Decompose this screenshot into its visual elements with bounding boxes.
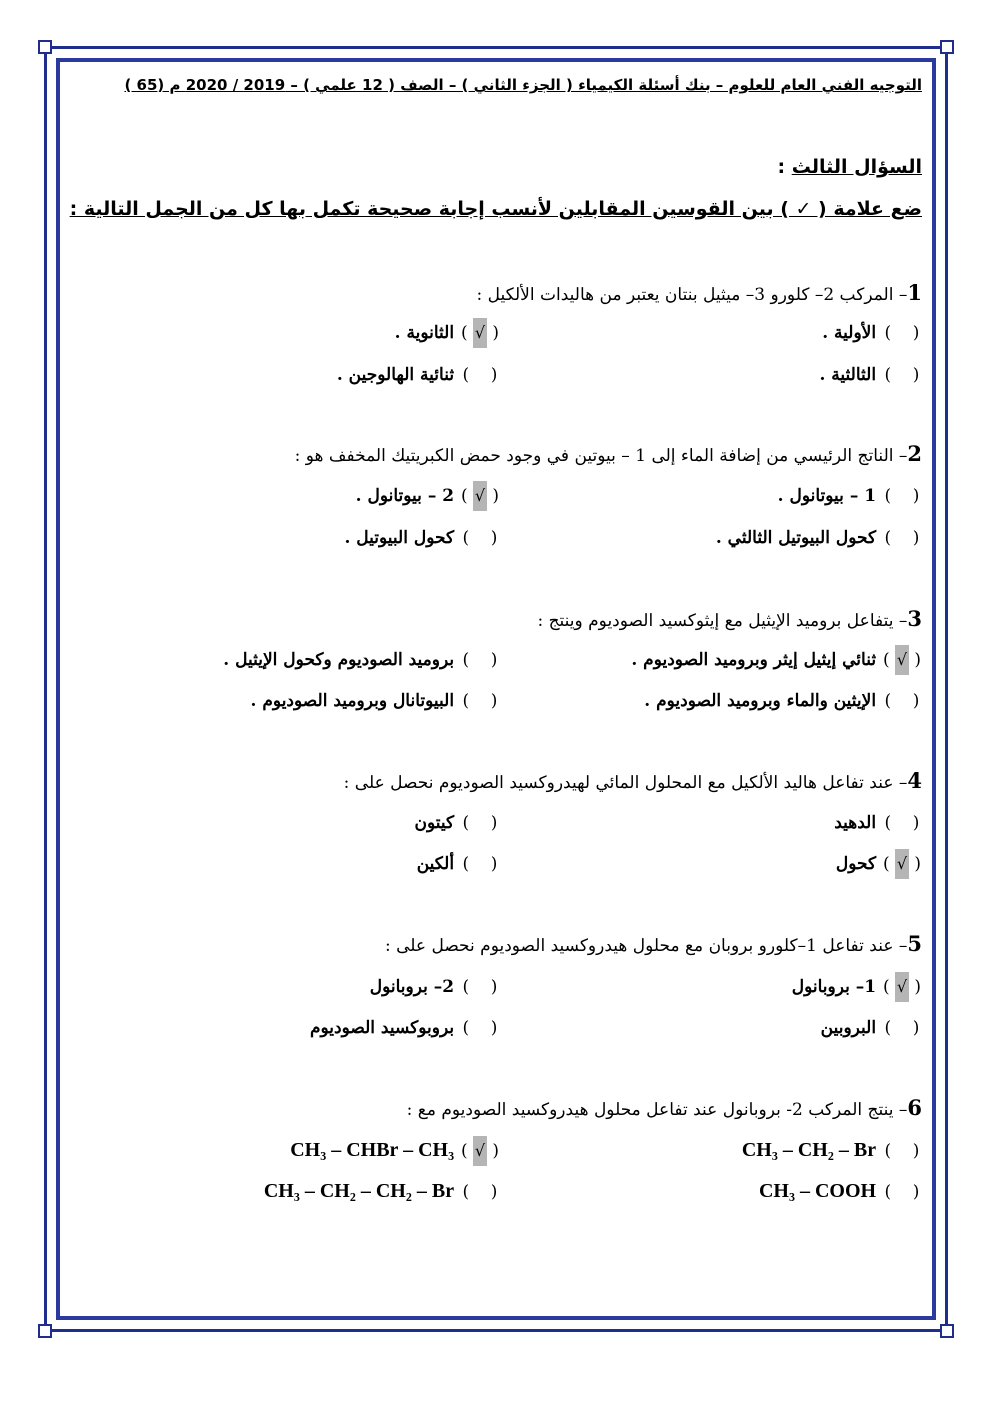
option-formula: CH₃ – CH₂ – Br <box>741 1139 877 1161</box>
question-5 <box>385 931 922 956</box>
answer-bracket[interactable]: ( ) <box>884 323 920 343</box>
border-corner-ornament <box>38 40 52 54</box>
border-corner-ornament <box>940 40 954 54</box>
question-number: 2 <box>907 441 922 466</box>
question-3 <box>537 606 922 631</box>
answer-bracket[interactable]: ( √ ) <box>460 1136 500 1166</box>
option-label: بروبوكسيد الصوديوم <box>309 1018 455 1038</box>
section-title <box>777 156 922 178</box>
section-title-text: السؤال الثالث <box>791 156 922 178</box>
option-3a[interactable] <box>631 645 922 675</box>
answer-bracket[interactable]: ( ) <box>884 1182 920 1202</box>
answer-bracket[interactable]: ( ) <box>884 365 920 385</box>
answer-bracket[interactable]: ( ) <box>462 854 498 874</box>
answer-bracket[interactable]: ( √ ) <box>460 481 500 511</box>
option-label: 1– بروبانول <box>791 977 877 997</box>
question-number: 6 <box>907 1095 922 1120</box>
option-2b[interactable] <box>356 481 500 511</box>
border-corner-ornament <box>940 1324 954 1338</box>
question-number: 3 <box>907 606 922 631</box>
option-label: 2– بروبانول <box>369 977 455 997</box>
option-4b[interactable] <box>414 808 500 838</box>
option-label: ثنائية الهالوجين . <box>336 365 455 385</box>
option-label: الأولية . <box>822 323 877 343</box>
option-1d[interactable] <box>337 360 500 390</box>
check-mark-icon: √ <box>473 1136 487 1166</box>
question-4 <box>344 768 922 793</box>
answer-bracket[interactable]: ( ) <box>884 1018 920 1038</box>
answer-bracket[interactable]: ( ) <box>462 691 498 711</box>
check-mark-icon: √ <box>895 645 909 675</box>
check-mark-icon: √ <box>473 481 487 511</box>
answer-bracket[interactable]: ( ) <box>884 1141 920 1161</box>
question-text: – عند تفاعل هاليد الألكيل مع المحلول المائي لهيدروكسيد الصوديوم نحصل على : <box>343 773 908 793</box>
question-number: 4 <box>907 768 922 793</box>
option-label: كيتون <box>414 813 455 833</box>
option-label: كحول البيوتيل . <box>344 528 455 548</box>
option-5d[interactable] <box>310 1013 500 1043</box>
option-4d[interactable] <box>417 849 500 879</box>
option-2c[interactable] <box>716 523 922 553</box>
option-label: ثنائي إيثيل إيثر وبروميد الصوديوم . <box>631 650 877 670</box>
option-1a[interactable] <box>822 318 922 348</box>
answer-bracket[interactable]: ( ) <box>884 486 920 506</box>
option-formula: CH₃ – COOH <box>758 1180 877 1202</box>
answer-bracket[interactable]: ( ) <box>884 813 920 833</box>
option-1b[interactable] <box>395 318 500 348</box>
page-header: التوجيه الفني العام للعلوم – بنك أسئلة الكيمياء ( الجزء الثاني ) – الصف ( 12 علمي ) – 2019 / 2020 م (65 ) <box>124 76 922 94</box>
option-3b[interactable] <box>223 645 500 675</box>
option-4c[interactable] <box>836 849 922 879</box>
answer-bracket[interactable]: ( ) <box>884 691 920 711</box>
option-label: الثالثية . <box>819 365 877 385</box>
answer-bracket[interactable]: ( ) <box>462 977 498 997</box>
option-label: الإيثين والماء وبروميد الصوديوم . <box>644 691 877 711</box>
option-2a[interactable] <box>778 481 922 511</box>
check-mark-icon: √ <box>895 849 909 879</box>
check-mark-icon: √ <box>473 318 487 348</box>
question-text: – ينتج المركب 2- بروبانول عند تفاعل محلول هيدروكسيد الصوديوم مع : <box>406 1100 908 1120</box>
answer-bracket[interactable]: ( ) <box>462 1018 498 1038</box>
answer-bracket[interactable]: ( √ ) <box>882 972 922 1002</box>
question-1 <box>476 280 922 305</box>
section-instruction: ضع علامة ( ✓ ) بين القوسين المقابلين لأنسب إجابة صحيحة تكمل بها كل من الجمل التالية : <box>69 198 922 220</box>
option-label: كحول البيوتيل الثالثي . <box>715 528 877 548</box>
answer-bracket[interactable]: ( ) <box>462 365 498 385</box>
question-6 <box>407 1095 922 1120</box>
option-label: البروبين <box>820 1018 877 1038</box>
option-1c[interactable] <box>819 360 922 390</box>
option-label: ألكين <box>416 854 455 874</box>
option-6c[interactable] <box>759 1176 922 1206</box>
question-text: – الناتج الرئيسي من إضافة الماء إلى 1 – بيوتين في وجود حمض الكبريتيك المخفف هو : <box>294 446 908 466</box>
answer-bracket[interactable]: ( ) <box>884 528 920 548</box>
question-text: – عند تفاعل 1–كلورو بروبان مع محلول هيدروكسيد الصوديوم نحصل على : <box>384 936 908 956</box>
option-2d[interactable] <box>344 523 500 553</box>
check-mark-icon: √ <box>895 972 909 1002</box>
option-5a[interactable] <box>792 972 922 1002</box>
option-5c[interactable] <box>821 1013 922 1043</box>
border-corner-ornament <box>38 1324 52 1338</box>
answer-bracket[interactable]: ( √ ) <box>460 318 500 348</box>
answer-bracket[interactable]: ( ) <box>462 1182 498 1202</box>
question-number: 1 <box>907 280 922 305</box>
question-2 <box>295 441 922 466</box>
option-formula: CH₃ – CHBr – CH₃ <box>290 1139 455 1161</box>
option-label: الثانوية . <box>394 323 455 343</box>
answer-bracket[interactable]: ( √ ) <box>882 645 922 675</box>
option-6a[interactable] <box>742 1135 922 1165</box>
option-label: 2 – بيوتانول . <box>355 486 455 506</box>
section-title-colon: : <box>777 156 792 178</box>
option-6b[interactable] <box>290 1135 500 1165</box>
option-3c[interactable] <box>644 686 922 716</box>
option-label: 1 – بيوتانول . <box>777 486 877 506</box>
question-text: – المركب 2– كلورو 3– ميثيل بنتان يعتبر من هاليدات الألكيل : <box>476 285 908 305</box>
answer-bracket[interactable]: ( ) <box>462 650 498 670</box>
option-label: بروميد الصوديوم وكحول الإيثيل . <box>223 650 455 670</box>
answer-bracket[interactable]: ( √ ) <box>882 849 922 879</box>
option-label: البيوتانال وبروميد الصوديوم . <box>250 691 455 711</box>
option-3d[interactable] <box>251 686 500 716</box>
option-label: الدهيد <box>834 813 877 833</box>
answer-bracket[interactable]: ( ) <box>462 813 498 833</box>
option-formula: CH₃ – CH₂ – CH₂ – Br <box>263 1180 455 1202</box>
option-6d[interactable] <box>264 1176 500 1206</box>
question-text: – يتفاعل بروميد الإيثيل مع إيثوكسيد الصوديوم وينتج : <box>537 611 908 631</box>
option-label: كحول <box>835 854 877 874</box>
answer-bracket[interactable]: ( ) <box>462 528 498 548</box>
question-number: 5 <box>907 931 922 956</box>
option-5b[interactable] <box>370 972 500 1002</box>
option-4a[interactable] <box>834 808 922 838</box>
